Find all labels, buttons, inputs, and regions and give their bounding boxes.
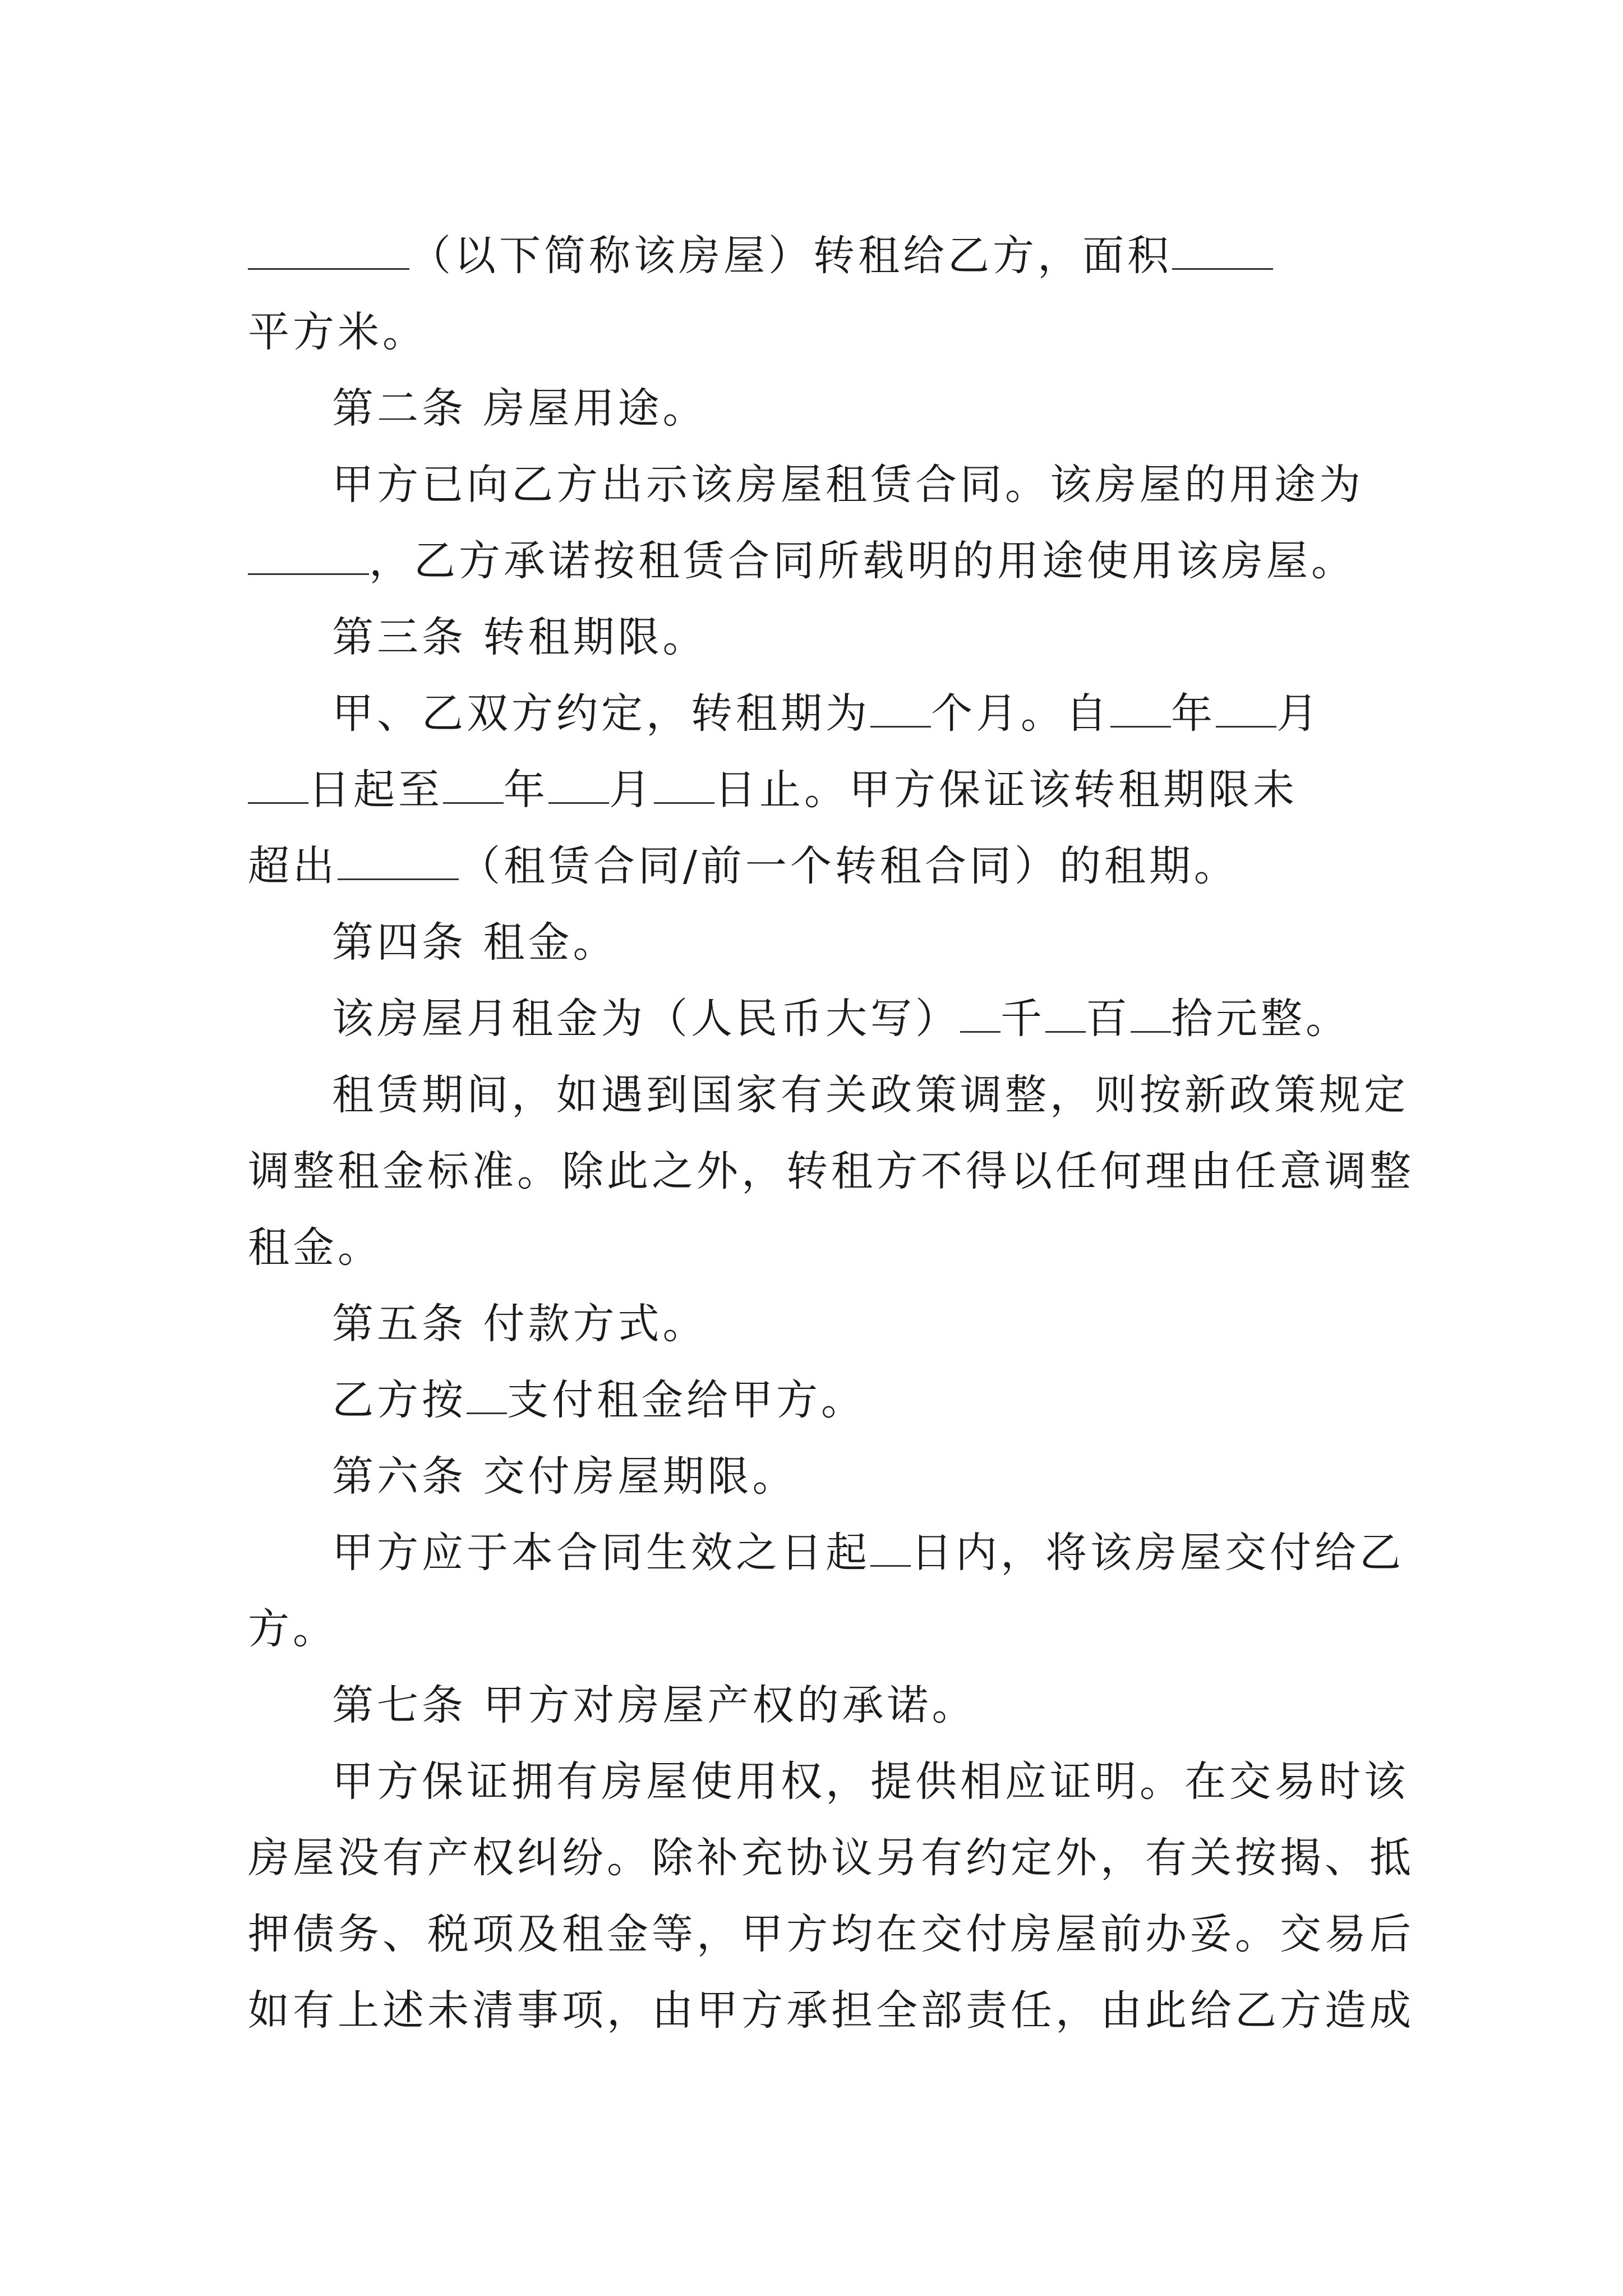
line-text: 房屋没有产权纠纷。除补充协议另有约定外，有关按揭、抵 [248, 1834, 1414, 1882]
fill-in-blank [467, 1379, 507, 1414]
document-line [248, 1591, 1392, 1667]
line-text: 支付租金给甲方。 [507, 1376, 866, 1424]
document-line [248, 1896, 1414, 1972]
line-text: （以下简称该房屋）转租给乙方，面积 [409, 232, 1172, 280]
document-line [248, 1743, 1409, 1820]
document-line [248, 1515, 1404, 1591]
line-text: 月 [1276, 689, 1321, 738]
line-text: 甲、乙双方约定，转租期为 [332, 689, 870, 738]
line-text: 平方米。 [248, 308, 427, 356]
document-line [248, 904, 1392, 981]
line-text: 日起至 [308, 766, 443, 814]
fill-in-blank [548, 769, 609, 804]
document-line [248, 981, 1392, 1057]
document-line [248, 1057, 1409, 1133]
document-body [248, 218, 1414, 2049]
line-text: 租赁期间，如遇到国家有关政策调整，则按新政策规定 [332, 1071, 1409, 1119]
line-text: ，乙方承诺按租赁合同所载明的用途使用该房屋。 [369, 537, 1356, 585]
line-text: 第二条 房屋用途。 [332, 384, 708, 432]
document-line [248, 828, 1392, 904]
document-line [248, 1209, 1392, 1286]
line-text: 甲方已向乙方出示该房屋租赁合同。该房屋的用途为 [332, 461, 1364, 509]
fill-in-blank [1131, 997, 1171, 1033]
line-text: 日止。甲方保证该转租期限未 [714, 766, 1298, 814]
document-line [248, 1820, 1414, 1896]
fill-in-blank [1045, 997, 1086, 1033]
line-text: 拾元整。 [1171, 995, 1350, 1043]
line-text: 第五条 付款方式。 [332, 1300, 708, 1348]
document-line [248, 447, 1392, 523]
line-text: 如有上述未清事项，由甲方承担全部责任，由此给乙方造成 [248, 1986, 1414, 2035]
fill-in-blank [338, 845, 459, 880]
line-text: 月 [609, 766, 654, 814]
fill-in-blank [1172, 234, 1273, 270]
fill-in-blank [1216, 692, 1276, 728]
line-text: 调整租金标准。除此之外，转租方不得以任何理由任意调整 [248, 1147, 1414, 1195]
document-line [248, 218, 1392, 294]
document-line [248, 294, 1392, 370]
line-text: 第七条 甲方对房屋产权的承诺。 [332, 1681, 977, 1729]
document-line [248, 675, 1392, 752]
fill-in-blank [870, 1531, 911, 1567]
line-text: 方。 [248, 1605, 338, 1653]
fill-in-blank [443, 769, 504, 804]
line-text: 第六条 交付房屋期限。 [332, 1452, 797, 1501]
line-text: 超出 [248, 842, 338, 890]
fill-in-blank [248, 769, 308, 804]
line-text: 租金。 [248, 1223, 382, 1272]
document-line [248, 1362, 1392, 1438]
fill-in-blank [960, 997, 1000, 1033]
document-line [248, 752, 1392, 828]
line-text: 年 [504, 766, 548, 814]
document-line [248, 370, 1392, 447]
fill-in-blank [248, 540, 369, 575]
line-text: 第四条 租金。 [332, 918, 618, 967]
document-line [248, 1286, 1392, 1362]
document-line [248, 1438, 1392, 1515]
line-text: 百 [1086, 995, 1131, 1043]
document-line [248, 1133, 1414, 1209]
fill-in-blank [248, 234, 409, 270]
line-text: 乙方按 [332, 1376, 467, 1424]
fill-in-blank [870, 692, 931, 728]
line-text: （租赁合同/前一个转租合同）的租期。 [459, 842, 1239, 890]
line-text: 个月。自 [931, 689, 1110, 738]
fill-in-blank [1110, 692, 1171, 728]
line-text: 千 [1000, 995, 1045, 1043]
document-line [248, 1972, 1414, 2049]
document-line [248, 523, 1392, 599]
line-text: 该房屋月租金为（人民币大写） [332, 995, 960, 1043]
fill-in-blank [654, 769, 714, 804]
line-text: 押债务、税项及租金等，甲方均在交付房屋前办妥。交易后 [248, 1910, 1414, 1958]
document-line [248, 1667, 1392, 1743]
line-text: 甲方应于本合同生效之日起 [332, 1529, 870, 1577]
line-text: 甲方保证拥有房屋使用权，提供相应证明。在交易时该 [332, 1757, 1409, 1806]
document-line [248, 599, 1392, 675]
line-text: 年 [1171, 689, 1216, 738]
line-text: 日内，将该房屋交付给乙 [911, 1529, 1404, 1577]
line-text: 第三条 转租期限。 [332, 613, 708, 661]
